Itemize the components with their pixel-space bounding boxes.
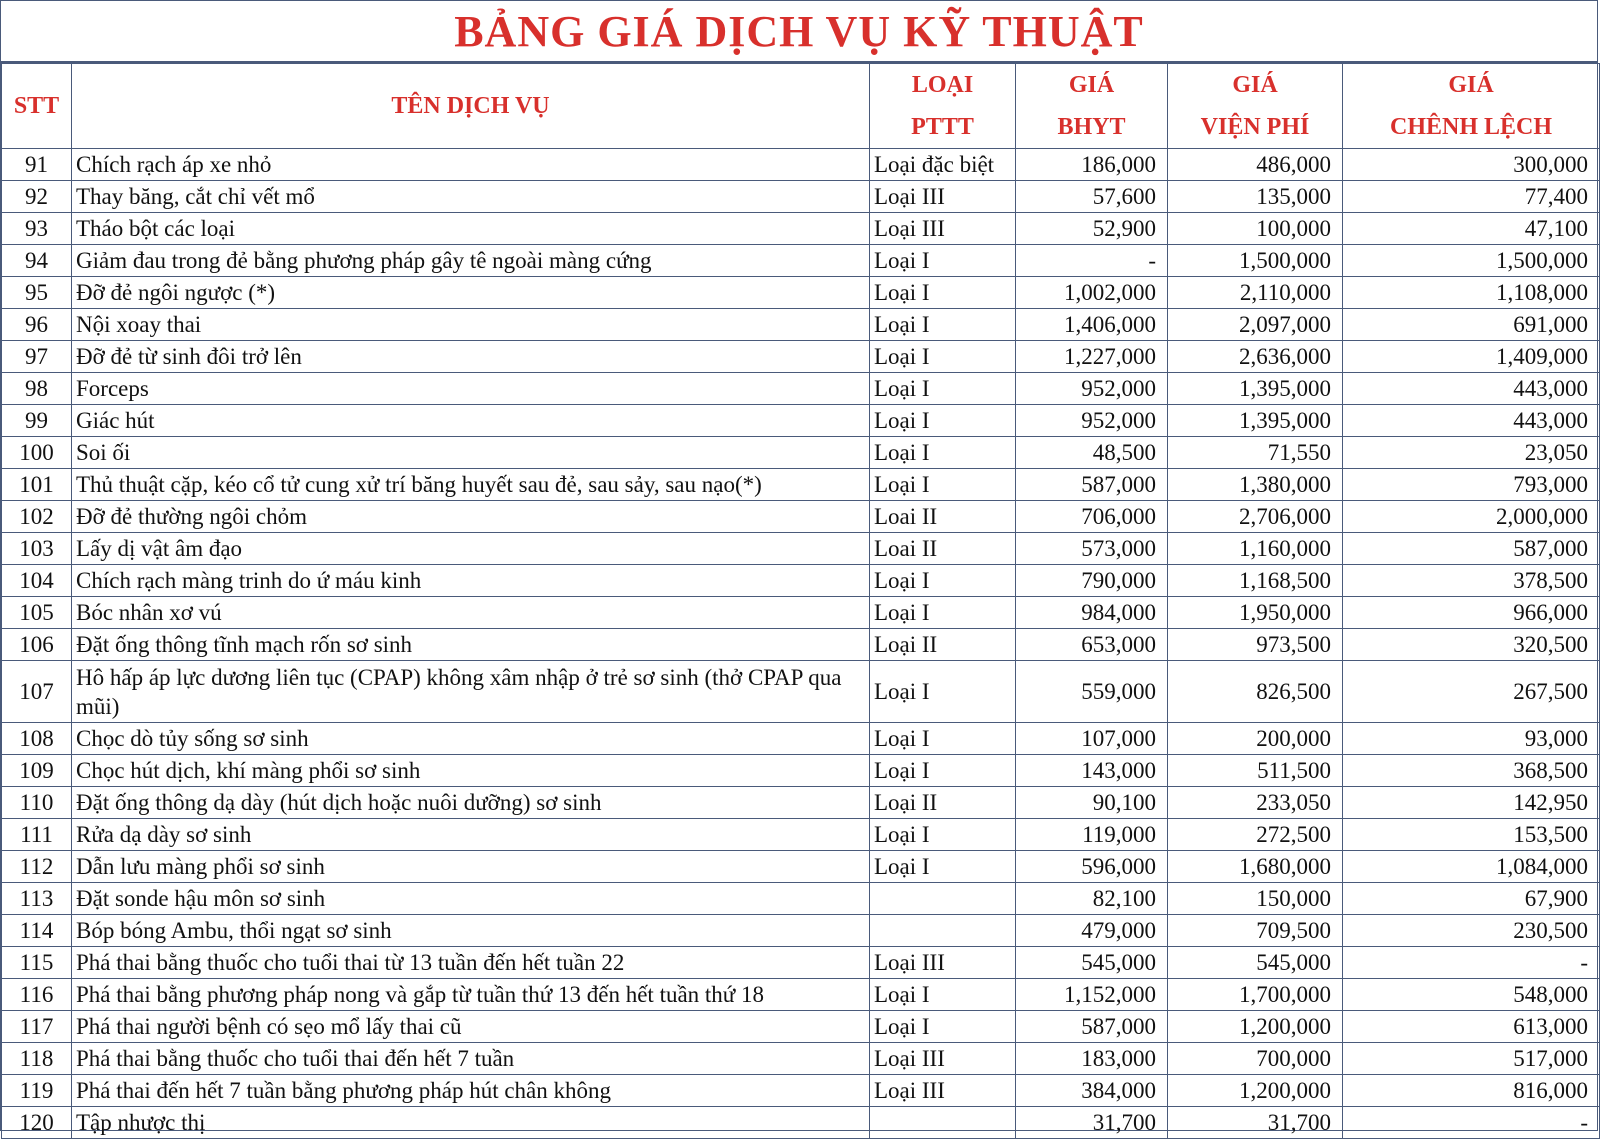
row-hospital-price: 973,500	[1168, 629, 1343, 661]
row-hospital-price: 545,000	[1168, 947, 1343, 979]
row-service-name: Bóp bóng Ambu, thổi ngạt sơ sinh	[72, 915, 870, 947]
row-difference-price: 47,100	[1343, 213, 1600, 245]
row-difference-price: 93,000	[1343, 723, 1600, 755]
header-service-name: TÊN DỊCH VỤ	[72, 64, 870, 149]
row-difference-price: 368,500	[1343, 755, 1600, 787]
row-difference-price: 517,000	[1343, 1043, 1600, 1075]
table-row	[2, 277, 1600, 309]
table-header	[2, 64, 1600, 149]
row-stt: 113	[2, 883, 72, 915]
table-row	[2, 533, 1600, 565]
row-difference-price: -	[1343, 947, 1600, 979]
table-row	[2, 629, 1600, 661]
row-difference-price: 23,050	[1343, 437, 1600, 469]
row-type: Loại I	[870, 979, 1016, 1011]
row-bhyt-price: 706,000	[1016, 501, 1168, 533]
row-stt: 98	[2, 373, 72, 405]
row-type: Loại đặc biệt	[870, 149, 1016, 181]
header-hospital-price	[1168, 64, 1343, 149]
row-difference-price: 142,950	[1343, 787, 1600, 819]
header-difference-price	[1343, 64, 1600, 149]
row-service-name-text: Hô hấp áp lực dương liên tục (CPAP) không xâm nhập ở trẻ sơ sinh (thở CPAP qua mũi)	[76, 664, 842, 719]
row-hospital-price: 31,700	[1168, 1107, 1343, 1139]
row-type: Loại I	[870, 819, 1016, 851]
row-hospital-price: 2,110,000	[1168, 277, 1343, 309]
row-bhyt-price: 57,600	[1016, 181, 1168, 213]
row-bhyt-price: 559,000	[1016, 661, 1168, 723]
row-bhyt-price: 186,000	[1016, 149, 1168, 181]
row-hospital-price: 1,700,000	[1168, 979, 1343, 1011]
table-row	[2, 883, 1600, 915]
row-bhyt-price: 119,000	[1016, 819, 1168, 851]
row-bhyt-price: 1,406,000	[1016, 309, 1168, 341]
row-stt: 110	[2, 787, 72, 819]
table-row	[2, 851, 1600, 883]
row-type: Loại I	[870, 565, 1016, 597]
row-hospital-price: 1,395,000	[1168, 405, 1343, 437]
header-difference-line-2: CHÊNH LỆCH	[1389, 114, 1553, 140]
row-type: Loại I	[870, 245, 1016, 277]
row-bhyt-price: 790,000	[1016, 565, 1168, 597]
row-hospital-price: 1,380,000	[1168, 469, 1343, 501]
row-hospital-price: 1,168,500	[1168, 565, 1343, 597]
row-hospital-price: 2,097,000	[1168, 309, 1343, 341]
row-hospital-price: 1,200,000	[1168, 1075, 1343, 1107]
row-type: Loại I	[870, 469, 1016, 501]
row-service-name: Rửa dạ dày sơ sinh	[72, 819, 870, 851]
row-difference-price: 267,500	[1343, 661, 1600, 723]
header-bhyt-price	[1016, 64, 1168, 149]
row-service-name: Bóc nhân xơ vú	[72, 597, 870, 629]
row-hospital-price: 2,706,000	[1168, 501, 1343, 533]
row-type	[870, 915, 1016, 947]
row-difference-price: -	[1343, 1107, 1600, 1139]
row-stt: 93	[2, 213, 72, 245]
row-type: Loại III	[870, 213, 1016, 245]
row-difference-price: 378,500	[1343, 565, 1600, 597]
row-service-name: Đỡ đẻ từ sinh đôi trở lên	[72, 341, 870, 373]
row-service-name	[72, 661, 870, 723]
row-hospital-price: 1,160,000	[1168, 533, 1343, 565]
row-hospital-price: 150,000	[1168, 883, 1343, 915]
row-service-name: Thủ thuật cặp, kéo cổ tử cung xử trí băng huyết sau đẻ, sau sảy, sau nạo(*)	[72, 469, 870, 501]
table-row	[2, 947, 1600, 979]
row-type	[870, 883, 1016, 915]
row-type: Loại I	[870, 277, 1016, 309]
row-service-name: Phá thai đến hết 7 tuần bằng phương pháp hút chân không	[72, 1075, 870, 1107]
row-stt: 104	[2, 565, 72, 597]
row-stt: 114	[2, 915, 72, 947]
row-service-name: Đỡ đẻ ngôi ngược (*)	[72, 277, 870, 309]
header-bhyt-line-2: BHYT	[1057, 114, 1126, 140]
table-body	[2, 149, 1600, 1139]
row-stt: 99	[2, 405, 72, 437]
price-table	[1, 63, 1600, 1139]
table-row	[2, 501, 1600, 533]
row-bhyt-price: 587,000	[1016, 1011, 1168, 1043]
row-service-name: Chọc hút dịch, khí màng phổi sơ sinh	[72, 755, 870, 787]
row-difference-price: 793,000	[1343, 469, 1600, 501]
table-row	[2, 469, 1600, 501]
row-type: Loại III	[870, 181, 1016, 213]
row-stt: 109	[2, 755, 72, 787]
header-type	[870, 64, 1016, 149]
row-difference-price: 300,000	[1343, 149, 1600, 181]
table-row	[2, 565, 1600, 597]
row-bhyt-price: 143,000	[1016, 755, 1168, 787]
row-hospital-price: 1,680,000	[1168, 851, 1343, 883]
row-bhyt-price: 952,000	[1016, 405, 1168, 437]
row-type: Loại I	[870, 755, 1016, 787]
row-difference-price: 153,500	[1343, 819, 1600, 851]
page-title: BẢNG GIÁ DỊCH VỤ KỸ THUẬT	[1, 1, 1597, 63]
row-difference-price: 816,000	[1343, 1075, 1600, 1107]
row-stt: 91	[2, 149, 72, 181]
row-hospital-price: 272,500	[1168, 819, 1343, 851]
header-hospital-line-2: VIỆN PHÍ	[1200, 114, 1310, 140]
header-type-line-2: PTTT	[911, 114, 974, 140]
row-hospital-price: 486,000	[1168, 149, 1343, 181]
header-stt: STT	[2, 64, 72, 149]
row-difference-price: 443,000	[1343, 373, 1600, 405]
table-row	[2, 1043, 1600, 1075]
row-bhyt-price: 1,002,000	[1016, 277, 1168, 309]
row-type	[870, 1107, 1016, 1139]
table-row	[2, 149, 1600, 181]
row-stt: 120	[2, 1107, 72, 1139]
row-service-name: Đặt ống thông dạ dày (hút dịch hoặc nuôi dưỡng) sơ sinh	[72, 787, 870, 819]
row-type: Loại III	[870, 1043, 1016, 1075]
table-row	[2, 979, 1600, 1011]
row-bhyt-price: 1,152,000	[1016, 979, 1168, 1011]
row-bhyt-price: 587,000	[1016, 469, 1168, 501]
row-bhyt-price: 90,100	[1016, 787, 1168, 819]
row-service-name: Soi ối	[72, 437, 870, 469]
table-row	[2, 819, 1600, 851]
row-type: Loai II	[870, 501, 1016, 533]
row-type: Loại III	[870, 947, 1016, 979]
row-stt: 112	[2, 851, 72, 883]
row-service-name: Đặt ống thông tĩnh mạch rốn sơ sinh	[72, 629, 870, 661]
row-type: Loại I	[870, 437, 1016, 469]
row-bhyt-price: 183,000	[1016, 1043, 1168, 1075]
row-stt: 105	[2, 597, 72, 629]
row-type: Loại I	[870, 405, 1016, 437]
row-stt: 116	[2, 979, 72, 1011]
row-service-name: Đỡ đẻ thường ngôi chỏm	[72, 501, 870, 533]
row-difference-price: 691,000	[1343, 309, 1600, 341]
row-hospital-price: 1,395,000	[1168, 373, 1343, 405]
row-hospital-price: 511,500	[1168, 755, 1343, 787]
header-type-line-1: LOẠI	[911, 72, 974, 98]
table-row	[2, 341, 1600, 373]
table-row	[2, 1011, 1600, 1043]
row-difference-price: 2,000,000	[1343, 501, 1600, 533]
row-bhyt-price: 573,000	[1016, 533, 1168, 565]
row-difference-price: 587,000	[1343, 533, 1600, 565]
row-bhyt-price: 653,000	[1016, 629, 1168, 661]
row-stt: 119	[2, 1075, 72, 1107]
table-row	[2, 213, 1600, 245]
row-stt: 94	[2, 245, 72, 277]
row-difference-price: 613,000	[1343, 1011, 1600, 1043]
header-hospital-line-1: GIÁ	[1232, 72, 1278, 98]
table-row	[2, 1075, 1600, 1107]
row-service-name: Chích rạch màng trinh do ứ máu kinh	[72, 565, 870, 597]
row-stt: 103	[2, 533, 72, 565]
row-service-name: Dẫn lưu màng phổi sơ sinh	[72, 851, 870, 883]
row-hospital-price: 71,550	[1168, 437, 1343, 469]
row-difference-price: 67,900	[1343, 883, 1600, 915]
row-bhyt-price: 52,900	[1016, 213, 1168, 245]
row-type: Loại III	[870, 1075, 1016, 1107]
row-service-name: Phá thai người bệnh có sẹo mổ lấy thai cũ	[72, 1011, 870, 1043]
row-stt: 100	[2, 437, 72, 469]
table-row	[2, 373, 1600, 405]
row-hospital-price: 826,500	[1168, 661, 1343, 723]
row-type: Loại II	[870, 787, 1016, 819]
row-hospital-price: 1,500,000	[1168, 245, 1343, 277]
row-difference-price: 1,108,000	[1343, 277, 1600, 309]
row-bhyt-price: 479,000	[1016, 915, 1168, 947]
row-type: Loai II	[870, 533, 1016, 565]
table-row	[2, 437, 1600, 469]
row-service-name: Nội xoay thai	[72, 309, 870, 341]
row-bhyt-price: 31,700	[1016, 1107, 1168, 1139]
table-row	[2, 723, 1600, 755]
row-service-name: Giác hút	[72, 405, 870, 437]
table-row	[2, 181, 1600, 213]
row-type: Loại I	[870, 1011, 1016, 1043]
row-bhyt-price: 384,000	[1016, 1075, 1168, 1107]
row-stt: 107	[2, 661, 72, 723]
row-stt: 108	[2, 723, 72, 755]
row-stt: 95	[2, 277, 72, 309]
row-difference-price: 548,000	[1343, 979, 1600, 1011]
table-row	[2, 245, 1600, 277]
row-hospital-price: 709,500	[1168, 915, 1343, 947]
row-service-name: Tập nhược thị	[72, 1107, 870, 1139]
row-service-name: Giảm đau trong đẻ bằng phương pháp gây tê ngoài màng cứng	[72, 245, 870, 277]
row-hospital-price: 135,000	[1168, 181, 1343, 213]
row-type: Loại I	[870, 723, 1016, 755]
row-difference-price: 966,000	[1343, 597, 1600, 629]
table-row	[2, 1107, 1600, 1139]
row-service-name: Phá thai bằng phương pháp nong và gắp từ tuần thứ 13 đến hết tuần thứ 18	[72, 979, 870, 1011]
row-type: Loại I	[870, 373, 1016, 405]
header-bhyt-line-1: GIÁ	[1068, 72, 1115, 98]
row-stt: 102	[2, 501, 72, 533]
row-bhyt-price: 107,000	[1016, 723, 1168, 755]
row-hospital-price: 100,000	[1168, 213, 1343, 245]
row-bhyt-price: -	[1016, 245, 1168, 277]
row-bhyt-price: 1,227,000	[1016, 341, 1168, 373]
row-bhyt-price: 596,000	[1016, 851, 1168, 883]
row-type: Loại II	[870, 629, 1016, 661]
row-type: Loại I	[870, 309, 1016, 341]
table-row	[2, 405, 1600, 437]
row-hospital-price: 2,636,000	[1168, 341, 1343, 373]
row-stt: 118	[2, 1043, 72, 1075]
row-stt: 117	[2, 1011, 72, 1043]
row-stt: 96	[2, 309, 72, 341]
table-row	[2, 787, 1600, 819]
row-difference-price: 320,500	[1343, 629, 1600, 661]
row-hospital-price: 233,050	[1168, 787, 1343, 819]
row-service-name: Chọc dò tủy sống sơ sinh	[72, 723, 870, 755]
row-bhyt-price: 48,500	[1016, 437, 1168, 469]
row-service-name: Lấy dị vật âm đạo	[72, 533, 870, 565]
table-row	[2, 597, 1600, 629]
header-difference-line-1: GIÁ	[1448, 72, 1494, 98]
row-bhyt-price: 984,000	[1016, 597, 1168, 629]
row-service-name: Phá thai bằng thuốc cho tuổi thai từ 13 tuần đến hết tuần 22	[72, 947, 870, 979]
row-stt: 115	[2, 947, 72, 979]
row-difference-price: 1,409,000	[1343, 341, 1600, 373]
row-difference-price: 230,500	[1343, 915, 1600, 947]
row-hospital-price: 700,000	[1168, 1043, 1343, 1075]
row-stt: 106	[2, 629, 72, 661]
row-type: Loại I	[870, 661, 1016, 723]
row-bhyt-price: 952,000	[1016, 373, 1168, 405]
row-service-name: Tháo bột các loại	[72, 213, 870, 245]
row-service-name: Phá thai bằng thuốc cho tuổi thai đến hết 7 tuần	[72, 1043, 870, 1075]
row-difference-price: 77,400	[1343, 181, 1600, 213]
row-stt: 101	[2, 469, 72, 501]
row-difference-price: 443,000	[1343, 405, 1600, 437]
row-stt: 97	[2, 341, 72, 373]
row-type: Loại I	[870, 597, 1016, 629]
row-service-name: Forceps	[72, 373, 870, 405]
row-service-name: Đặt sonde hậu môn sơ sinh	[72, 883, 870, 915]
row-hospital-price: 1,200,000	[1168, 1011, 1343, 1043]
row-hospital-price: 200,000	[1168, 723, 1343, 755]
row-stt: 111	[2, 819, 72, 851]
row-difference-price: 1,500,000	[1343, 245, 1600, 277]
row-stt: 92	[2, 181, 72, 213]
row-bhyt-price: 545,000	[1016, 947, 1168, 979]
row-type: Loại I	[870, 341, 1016, 373]
row-service-name: Chích rạch áp xe nhỏ	[72, 149, 870, 181]
row-difference-price: 1,084,000	[1343, 851, 1600, 883]
row-bhyt-price: 82,100	[1016, 883, 1168, 915]
row-type: Loại I	[870, 851, 1016, 883]
row-hospital-price: 1,950,000	[1168, 597, 1343, 629]
row-service-name: Thay băng, cắt chỉ vết mổ	[72, 181, 870, 213]
table-row	[2, 915, 1600, 947]
table-row	[2, 755, 1600, 787]
table-row	[2, 661, 1600, 723]
table-row	[2, 309, 1600, 341]
